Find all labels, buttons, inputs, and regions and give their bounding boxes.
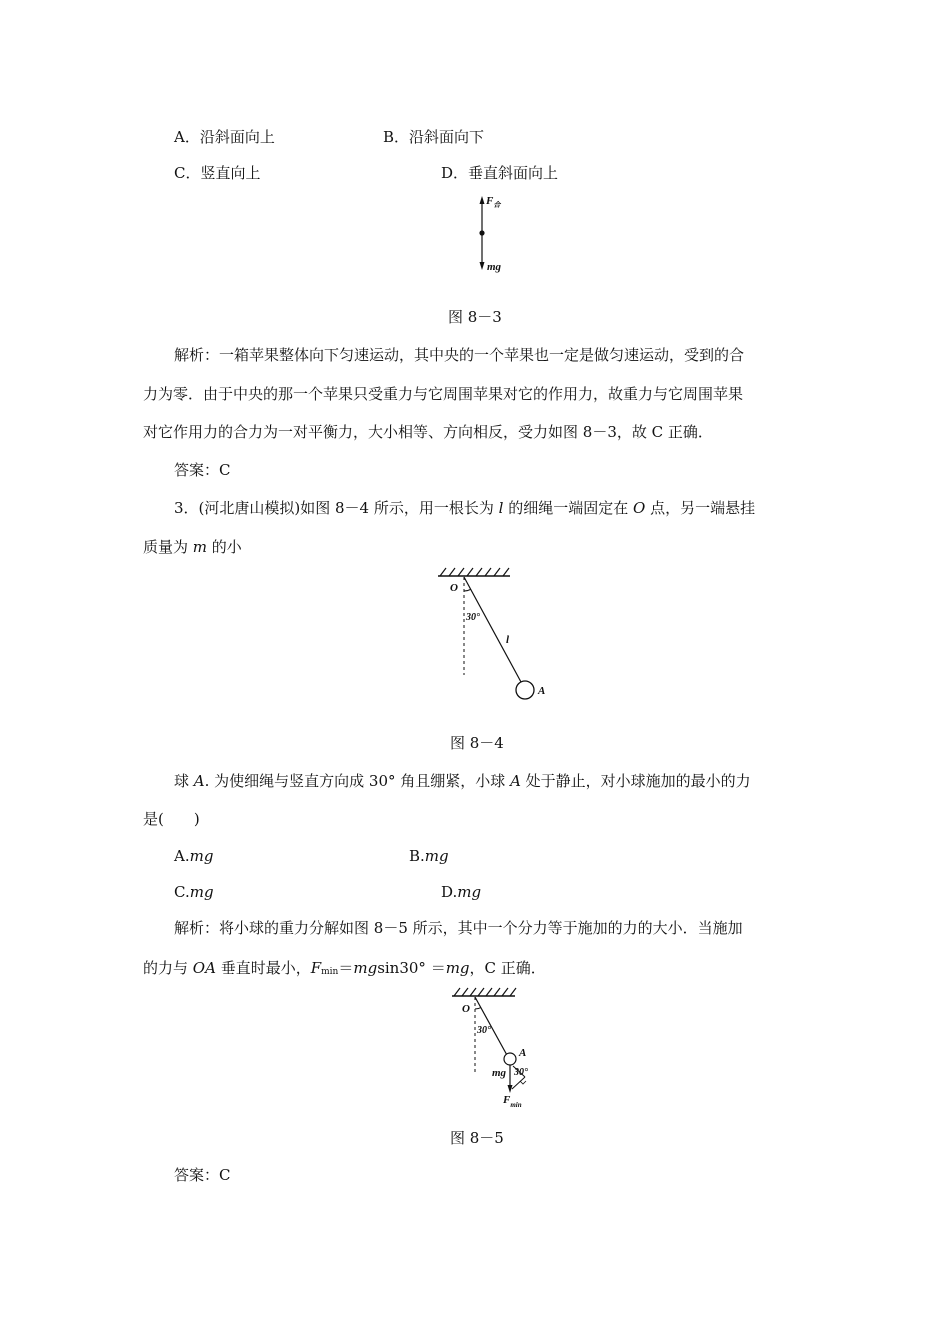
angle-label: 30° [477, 1025, 491, 1036]
angle-label: 30° [466, 612, 480, 623]
force-net-label: $F_合$ [486, 195, 501, 209]
analysis-line: 的力与 OA 垂直时最小，Fmin＝mgsin30° ＝mg，C 正确． [143, 959, 546, 977]
analysis-line: 解析：一箱苹果整体向下匀速运动，其中央的一个苹果也一定是做匀速运动，受到的合 [174, 346, 745, 364]
option-d: D．垂直斜面向上 [441, 164, 559, 182]
question-stem: 球 A. 为使细绳与竖直方向成 30° 角且绷紧，小球 A 处于静止，对小球施加的最小的力 [174, 772, 751, 790]
angle-label: 30° [514, 1067, 528, 1078]
gravity-label: mg [487, 261, 502, 273]
force-min-label: $F_{min}$ [503, 1094, 522, 1109]
ball-a-label: A [538, 685, 546, 697]
analysis-line: 对它作用力的合力为一对平衡力，大小相等、方向相反，受力如图 8－3，故 C 正确． [143, 423, 713, 441]
option-d: D.mg [441, 883, 482, 901]
figure-8-4 [430, 565, 570, 705]
option-a: A．沿斜面向上 [174, 128, 275, 146]
question-stem: 质量为 m 的小 [143, 538, 242, 556]
figure-8-3 [460, 190, 540, 280]
question-stem: 是( ) [143, 810, 200, 828]
option-a: A.mg [174, 847, 214, 865]
ball-a-label: A [519, 1047, 527, 1059]
answer: 答案：C [174, 1166, 231, 1184]
option-c: C．竖直向上 [174, 164, 261, 182]
gravity-label: mg [492, 1067, 507, 1079]
option-b: B.mg [409, 847, 449, 865]
analysis-line: 解析：将小球的重力分解如图 8－5 所示，其中一个分力等于施加的力的大小．当施加 [174, 919, 743, 937]
point-o-label: O [450, 582, 458, 594]
figure-8-5 [440, 985, 560, 1115]
question-stem: 3．(河北唐山模拟)如图 8－4 所示，用一根长为 l 的细绳一端固定在 O 点，另一端悬挂 [174, 499, 756, 517]
answer: 答案：C [174, 461, 231, 479]
option-c: C.mg [174, 883, 214, 901]
analysis-line: 力为零．由于中央的那一个苹果只受重力与它周围苹果对它的作用力，故重力与它周围苹果 [143, 385, 744, 403]
point-o-label: O [462, 1003, 470, 1015]
figure-8-5-caption: 图 8－5 [450, 1129, 504, 1147]
option-b: B．沿斜面向下 [383, 128, 485, 146]
figure-8-3-caption: 图 8－3 [448, 308, 502, 326]
string-length-label: l [506, 634, 510, 646]
figure-8-4-caption: 图 8－4 [450, 734, 504, 752]
